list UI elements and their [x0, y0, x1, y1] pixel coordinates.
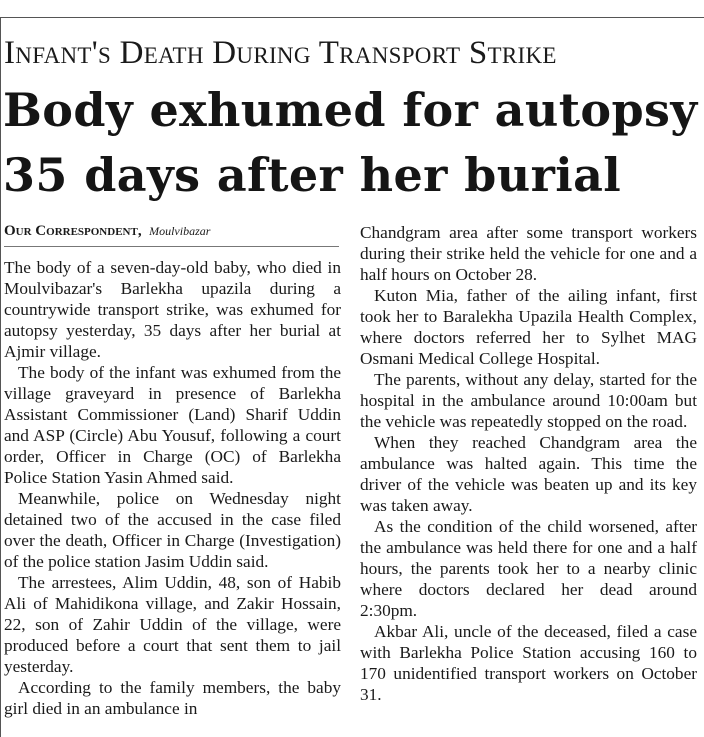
- paragraph: According to the family members, the baby girl died in an ambulance in: [4, 678, 341, 718]
- paragraph: The parents, without any delay, started for the hospital in the ambulance around 10:00am but the vehicle was repeatedly stopped on the road.: [360, 370, 697, 431]
- paragraph: Kuton Mia, father of the ailing infant, first took her to Baralekha Upazila Health Complex, where doctors referred her to Sylhet MAG Osmani Medical College Hospital.: [360, 286, 697, 368]
- article-headline: [3, 78, 703, 208]
- paragraph: The arrestees, Alim Uddin, 48, son of Habib Ali of Mahidikona village, and Zakir Hossain, 22, son of Zahir Uddin of the village, were produced before a court that sent them to jail yesterday.: [4, 573, 341, 676]
- paragraph: The body of a seven-day-old baby, who died in Moulvibazar's Barlekha upazila during a countrywide transport strike, was exhumed for autopsy yesterday, 35 days after her burial at Ajmir village.: [4, 258, 341, 361]
- article-column-2: [360, 222, 697, 705]
- byline: [4, 222, 210, 241]
- paragraph: Meanwhile, police on Wednesday night detained two of the accused in the case filed over the death, Officer in Charge (Investigation) of the police station Jasim Uddin said.: [4, 489, 341, 571]
- paragraph: The body of the infant was exhumed from the village graveyard in presence of Barlekha Assistant Commissioner (Land) Sharif Uddin and ASP (Circle) Abu Yousuf, following a court order, Officer in Charge (OC) of Barlekha Police Station Yasin Ahmed said.: [4, 363, 341, 487]
- left-rule: [0, 17, 1, 737]
- byline-rule: [4, 246, 339, 247]
- top-rule: [0, 17, 704, 18]
- paragraph: When they reached Chandgram area the ambulance was halted again. This time the driver of the vehicle was beaten up and its key was taken away.: [360, 433, 697, 515]
- article-column-1: [4, 257, 341, 719]
- paragraph: As the condition of the child worsened, after the ambulance was held there for one and a half hours, the parents took her to a nearby clinic where doctors declared her dead around 2:30pm.: [360, 517, 697, 620]
- headline-line-2: 35 days after her burial: [3, 148, 622, 202]
- byline-name: Our Correspondent,: [4, 223, 142, 239]
- byline-place: Moulvibazar: [149, 224, 211, 238]
- headline-line-1: Body exhumed for autopsy: [3, 83, 698, 137]
- paragraph: Akbar Ali, uncle of the deceased, filed a case with Barlekha Police Station accusing 160 to 170 unidentified transport workers on October 31.: [360, 622, 697, 704]
- article-kicker: Infant's Death During Transport Strike: [4, 35, 557, 71]
- paragraph: Chandgram area after some transport workers during their strike held the vehicle for one and a half hours on October 28.: [360, 223, 697, 284]
